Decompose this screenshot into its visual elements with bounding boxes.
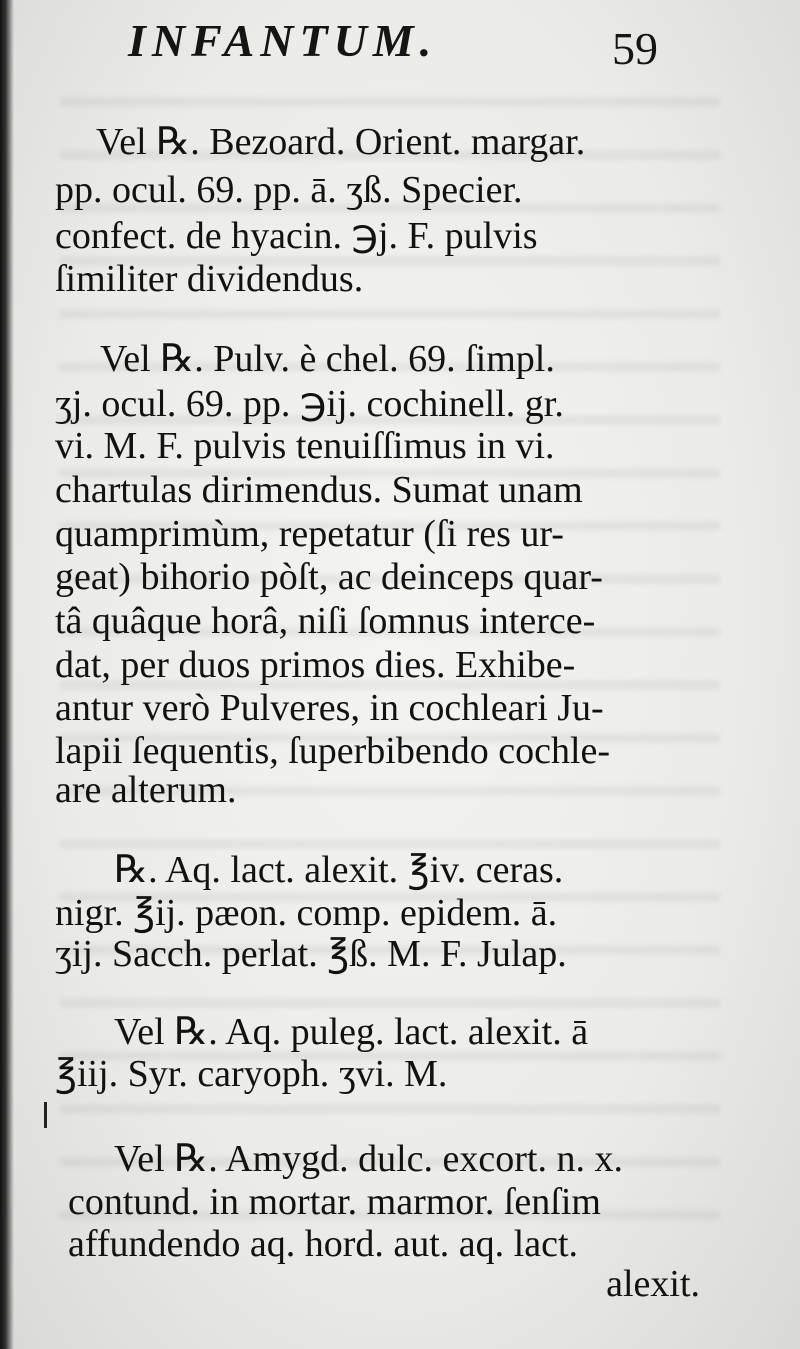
text-line: affundendo aq. hord. aut. aq. lact.: [68, 1223, 579, 1265]
text-line: are alterum.: [55, 769, 237, 811]
text-line: contund. in mortar. marmor. ſenſim: [68, 1181, 601, 1223]
text-line: vi. M. F. pulvis tenuiſſimus in vi.: [55, 425, 555, 467]
text-line: ʒij. Sacch. perlat. ℥ß. M. F. Julap.: [55, 933, 567, 975]
margin-mark: [44, 1102, 47, 1128]
text-line: lapii ſequentis, ſuperbibendo cochle-: [55, 730, 611, 772]
text-line: pp. ocul. 69. pp. ā. ʒß. Specier.: [55, 169, 523, 211]
text-line: confect. de hyacin. ℈j. F. pulvis: [55, 215, 538, 257]
text-line: Vel ℞. Amygd. dulc. excort. n. x.: [114, 1138, 623, 1180]
text-line: tâ quâque horâ, niſi ſomnus interce-: [55, 600, 596, 642]
text-line: Vel ℞. Bezoard. Orient. margar.: [96, 121, 586, 163]
text-line: dat, per duos primos dies. Exhibe-: [55, 644, 576, 686]
text-line: ſimiliter dividendus.: [55, 258, 364, 300]
text-line: Vel ℞. Aq. puleg. lact. alexit. ā: [114, 1011, 589, 1053]
running-head: INFANTUM.: [128, 15, 438, 66]
text-line: quamprimùm, repetatur (ſi res ur-: [55, 513, 564, 555]
text-line: Vel ℞. Pulv. è chel. 69. ſimpl.: [100, 338, 555, 380]
text-line: ℥iij. Syr. caryoph. ʒvi. M.: [55, 1053, 448, 1095]
text-line: ʒj. ocul. 69. pp. ℈ij. cochinell. gr.: [55, 383, 564, 425]
text-line: ℞. Aq. lact. alexit. ℥iv. ceras.: [114, 849, 564, 891]
page-number: 59: [612, 23, 658, 74]
text-line: chartulas dirimendus. Sumat unam: [55, 469, 583, 511]
text-line: nigr. ℥ij. pæon. comp. epidem. ā.: [55, 892, 558, 934]
text-line: alexit.: [606, 1263, 700, 1305]
text-line: geat) bihorio pòſt, ac deinceps quar-: [55, 556, 603, 598]
text-line: antur verò Pulveres, in cochleari Ju-: [55, 687, 604, 729]
page-gutter-shadow: [0, 0, 14, 1349]
